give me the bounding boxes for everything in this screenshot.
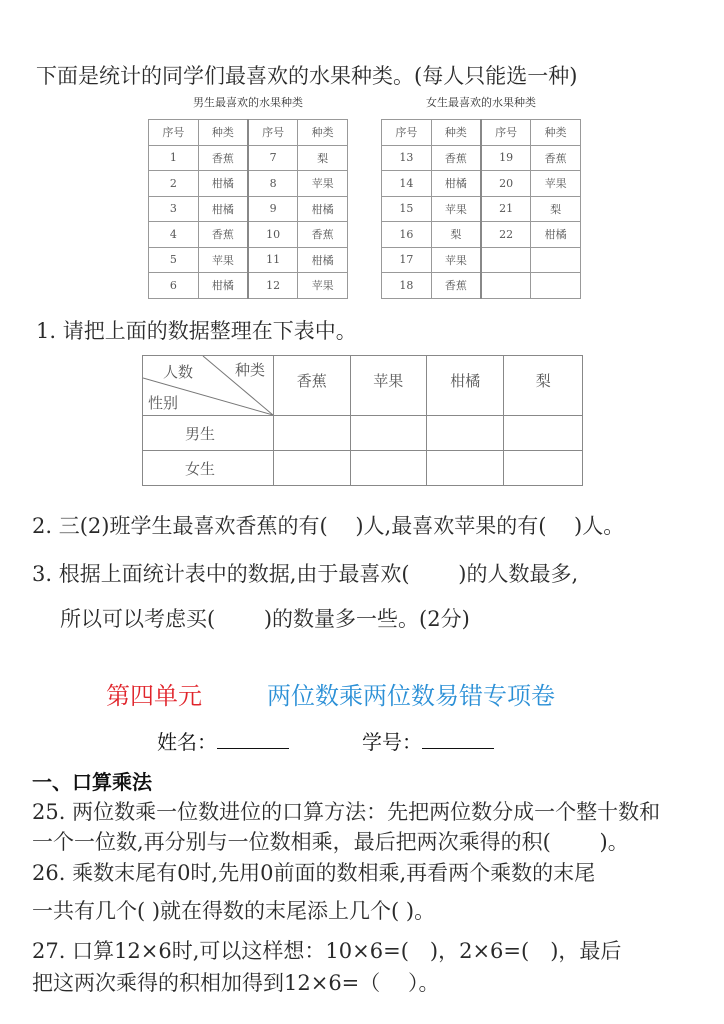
id-label: 学号： [362,730,422,754]
answer-cell[interactable] [274,416,351,451]
table-row [149,145,348,171]
cell: 香蕉 [531,145,581,171]
cell: 16 [382,222,432,248]
table-row [382,145,581,171]
cell: 香蕉 [431,145,481,171]
id-blank[interactable] [422,730,494,749]
unit-number: 第四单元 [106,682,202,710]
cell: 香蕉 [298,222,348,248]
table-row [149,222,348,248]
cell: 梨 [298,145,348,171]
cell: 6 [149,273,199,299]
column-header: 香蕉 [274,356,351,416]
cell: 7 [248,145,298,171]
name-label: 姓名： [157,730,217,754]
girls-fruit-table [381,119,581,299]
header-cell: 种类 [531,120,581,146]
cell: 1 [149,145,199,171]
cell: 18 [382,273,432,299]
cell: 柑橘 [198,273,248,299]
question-3-line-2: 所以可以考虑买( )的数量多一些。(2分) [60,607,470,631]
answer-cell[interactable] [350,451,427,486]
name-blank[interactable] [217,730,289,749]
row-header: 女生 [143,451,274,486]
question-27-line-2: 把这两次乘得的积相加得到12×6=（ ）。 [32,971,440,995]
cell: 10 [248,222,298,248]
cell: 20 [481,171,531,197]
cell [531,273,581,299]
name-field [157,726,289,755]
row-header: 男生 [143,416,274,451]
answer-cell[interactable] [427,451,504,486]
diagonal-header-cell [143,356,274,416]
summary-table [142,355,583,486]
cell: 香蕉 [198,222,248,248]
column-header: 柑橘 [427,356,504,416]
cell: 22 [481,222,531,248]
answer-cell[interactable] [504,451,583,486]
cell: 苹果 [431,247,481,273]
question-27-line-1: 27. 口算12×6时,可以这样想：10×6=( )，2×6=( )，最后 [32,939,622,963]
table-row [149,273,348,299]
cell: 4 [149,222,199,248]
header-cell: 种类 [431,120,481,146]
question-25-line-2: 一个一位数,再分别与一位数相乘，最后把两次乘得的积( )。 [32,830,629,854]
question-2: 2. 三(2)班学生最喜欢香蕉的有( )人,最喜欢苹果的有( )人。 [32,514,625,538]
table-row [143,451,583,486]
cell: 21 [481,196,531,222]
header-cell: 序号 [149,120,199,146]
table-row [143,416,583,451]
cell [481,273,531,299]
cell: 香蕉 [198,145,248,171]
boys-table-title: 男生最喜欢的水果种类 [193,96,303,109]
question-25-line-1: 25. 两位数乘一位数进位的口算方法：先把两位数分成一个整十数和 [32,800,661,824]
answer-cell[interactable] [350,416,427,451]
table-row [382,171,581,197]
boys-fruit-table [148,119,348,299]
header-cell: 序号 [382,120,432,146]
cell: 5 [149,247,199,273]
table-row [149,196,348,222]
cell [481,247,531,273]
cell: 柑橘 [198,196,248,222]
corner-label-gender: 性别 [148,394,179,412]
table-row [382,273,581,299]
corner-label-category: 种类 [234,361,265,379]
cell: 柑橘 [198,171,248,197]
header-cell: 种类 [198,120,248,146]
question-26-line-2: 一共有几个( )就在得数的末尾添上几个( )。 [32,899,436,923]
question-1: 1. 请把上面的数据整理在下表中。 [36,319,357,343]
table-row [149,171,348,197]
cell: 柑橘 [298,247,348,273]
cell: 梨 [531,196,581,222]
cell: 柑橘 [298,196,348,222]
table-row [382,247,581,273]
cell: 17 [382,247,432,273]
cell: 15 [382,196,432,222]
cell: 19 [481,145,531,171]
cell: 11 [248,247,298,273]
intro-text: 下面是统计的同学们最喜欢的水果种类。(每人只能选一种) [36,64,578,88]
answer-cell[interactable] [504,416,583,451]
cell: 3 [149,196,199,222]
cell: 13 [382,145,432,171]
section-heading: 一、口算乘法 [32,770,152,794]
table-row [382,196,581,222]
cell: 12 [248,273,298,299]
question-26-line-1: 26. 乘数末尾有0时,先用0前面的数相乘,再看两个乘数的末尾 [32,861,596,885]
table-row [382,222,581,248]
cell: 苹果 [531,171,581,197]
cell: 香蕉 [431,273,481,299]
cell: 14 [382,171,432,197]
id-field [362,726,494,755]
question-3-line-1: 3. 根据上面统计表中的数据,由于最喜欢( )的人数最多, [32,562,579,586]
column-header: 梨 [504,356,583,416]
answer-cell[interactable] [427,416,504,451]
cell: 2 [149,171,199,197]
cell: 柑橘 [431,171,481,197]
answer-cell[interactable] [274,451,351,486]
cell: 苹果 [298,171,348,197]
table-row [149,247,348,273]
header-cell: 序号 [481,120,531,146]
cell: 柑橘 [531,222,581,248]
corner-label-count: 人数 [163,363,194,381]
unit-name: 两位数乘两位数易错专项卷 [267,682,555,710]
cell: 梨 [431,222,481,248]
cell: 苹果 [298,273,348,299]
cell: 8 [248,171,298,197]
header-cell: 序号 [248,120,298,146]
cell: 9 [248,196,298,222]
girls-table-title: 女生最喜欢的水果种类 [426,96,536,109]
cell: 苹果 [431,196,481,222]
cell [531,247,581,273]
header-cell: 种类 [298,120,348,146]
cell: 苹果 [198,247,248,273]
column-header: 苹果 [350,356,427,416]
